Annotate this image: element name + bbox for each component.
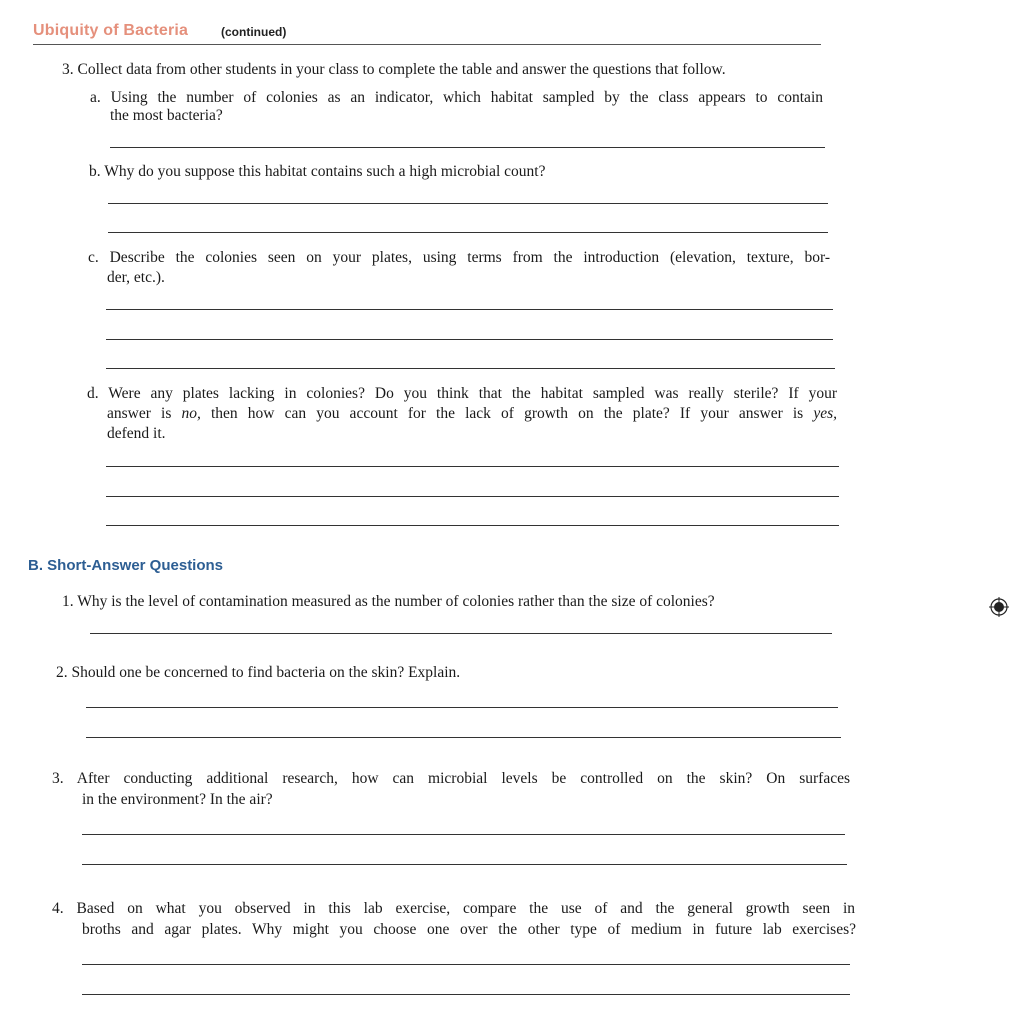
question-3c-line2: der, etc.). xyxy=(107,269,165,286)
answer-line[interactable] xyxy=(82,994,850,995)
answer-line[interactable] xyxy=(106,339,833,340)
question-3d-line2: answer is no, then how can you account for the lack of growth on the plate? If your answer is yes, xyxy=(107,405,837,422)
page-header xyxy=(33,22,821,45)
registration-mark-icon xyxy=(989,597,1009,617)
short-answer-q3-line1: 3. After conducting additional research, how can microbial levels be controlled on the skin? On surfaces xyxy=(52,770,850,787)
question-3d-line1: d. Were any plates lacking in colonies? Do you think that the habitat sampled was really sterile? If your xyxy=(87,385,837,402)
question-3a-line1: a. Using the number of colonies as an indicator, which habitat sampled by the class appears to contain xyxy=(90,89,823,106)
short-answer-q4-line1: 4. Based on what you observed in this lab exercise, compare the use of and the general growth seen in xyxy=(52,900,855,917)
answer-line[interactable] xyxy=(86,707,838,708)
question-3d-line3: defend it. xyxy=(107,425,166,442)
question-3b: b. Why do you suppose this habitat contains such a high microbial count? xyxy=(89,163,546,180)
answer-line[interactable] xyxy=(86,737,841,738)
answer-line[interactable] xyxy=(106,466,839,467)
short-answer-q3-line2: in the environment? In the air? xyxy=(82,791,273,808)
short-answer-q1: 1. Why is the level of contamination measured as the number of colonies rather than the size of colonies? xyxy=(62,593,715,610)
short-answer-q4-line2: broths and agar plates. Why might you choose one over the other type of medium in future lab exercises? xyxy=(82,921,856,938)
answer-line[interactable] xyxy=(106,309,833,310)
answer-line[interactable] xyxy=(106,525,839,526)
question-3c-line1: c. Describe the colonies seen on your plates, using terms from the introduction (elevation, texture, bor- xyxy=(88,249,830,266)
answer-line[interactable] xyxy=(82,964,850,965)
answer-line[interactable] xyxy=(106,368,835,369)
answer-line[interactable] xyxy=(108,232,828,233)
question-3a-line2: the most bacteria? xyxy=(110,107,223,124)
answer-line[interactable] xyxy=(108,203,828,204)
question-3-stem: 3. Collect data from other students in your class to complete the table and answer the questions that follow. xyxy=(62,61,726,78)
answer-line[interactable] xyxy=(82,834,845,835)
section-b-heading: B. Short-Answer Questions xyxy=(28,557,224,574)
answer-line[interactable] xyxy=(110,147,825,148)
header-subtitle: (continued) xyxy=(221,25,287,39)
answer-line[interactable] xyxy=(106,496,839,497)
header-title: Ubiquity of Bacteria xyxy=(33,22,189,39)
answer-line[interactable] xyxy=(90,633,832,634)
short-answer-q2: 2. Should one be concerned to find bacteria on the skin? Explain. xyxy=(56,664,461,681)
answer-line[interactable] xyxy=(82,864,847,865)
